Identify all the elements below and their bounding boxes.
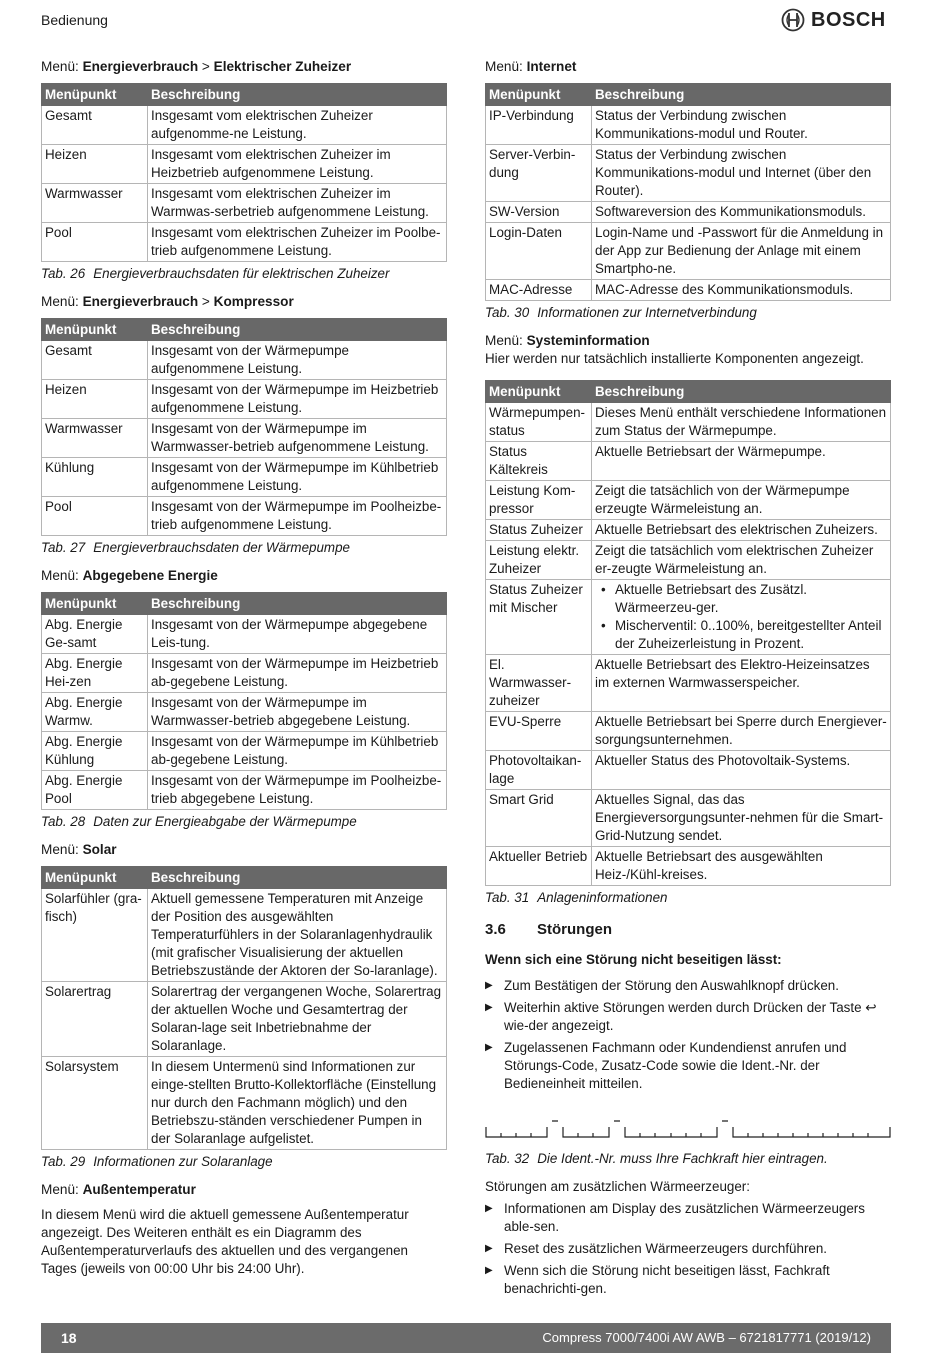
table-row	[42, 458, 447, 497]
table-cell: Status Zuheizer mit Mischer	[486, 580, 592, 655]
col-header: Menüpunkt	[42, 867, 148, 889]
table-cell: Pool	[42, 223, 148, 262]
table-28	[41, 592, 447, 810]
table-cell: Solarertrag der vergangenen Woche, Solarertrag der aktuellen Woche und Gesamtertrag der Solaran-lage seit Inbetriebnahme der Solaranlage.	[148, 982, 447, 1057]
table-cell: Aktuelle Betriebsart bei Sperre durch Energiever-sorgungsunternehmen.	[592, 712, 891, 751]
table-row	[42, 223, 447, 262]
table-row	[42, 654, 447, 693]
table-cell: MAC-Adresse des Kommunikationsmoduls.	[592, 280, 891, 301]
table-cell: Smart Grid	[486, 790, 592, 847]
table-row	[486, 655, 891, 712]
table-caption: Tab. 32 Die Ident.-Nr. muss Ihre Fachkraft hier eintragen.	[485, 1151, 828, 1166]
table-cell: Zeigt die tatsächlich vom elektrischen Zuheizer er-zeugte Wärmeleistung an.	[592, 541, 891, 580]
table-row	[42, 732, 447, 771]
table-26	[41, 83, 447, 262]
col-header: Menüpunkt	[42, 84, 148, 106]
table-row	[486, 280, 891, 301]
menu-heading: Menü: Abgegebene Energie	[41, 568, 218, 583]
table-row	[42, 889, 447, 982]
col-header: Beschreibung	[592, 381, 891, 403]
list-item: • Mischerventil: 0..100%, bereitgestellter Anteil der Zuheizerleistung in Prozent.	[607, 617, 887, 653]
list-item: ▶ Weiterhin aktive Störungen werden durch Drücken der Taste ↩ wie-der angezeigt.	[485, 999, 891, 1035]
table-cell: Kühlung	[42, 458, 148, 497]
table-cell: IP-Verbindung	[486, 106, 592, 145]
list-item: ▶ Wenn sich die Störung nicht beseitigen lässt, Fachkraft benachrichti-gen.	[485, 1262, 891, 1298]
table-cell: Insgesamt von der Wärmepumpe im Warmwasser-betrieb aufgenommene Leistung.	[148, 419, 447, 458]
table-row	[486, 790, 891, 847]
table-cell: Gesamt	[42, 106, 148, 145]
table-row	[42, 771, 447, 810]
table-cell: Insgesamt von der Wärmepumpe im Heizbetrieb ab-gegebene Leistung.	[148, 654, 447, 693]
table-cell: Abg. Energie Kühlung	[42, 732, 148, 771]
table-cell: Leistung elektr. Zuheizer	[486, 541, 592, 580]
table-row	[42, 106, 447, 145]
brand-name: BOSCH	[811, 9, 886, 31]
table-row	[486, 145, 891, 202]
table-row	[486, 223, 891, 280]
col-header: Beschreibung	[148, 84, 447, 106]
menu-heading: Menü: Solar	[41, 842, 117, 857]
paragraph: Störungen am zusätzlichen Wärmeerzeuger:	[485, 1179, 750, 1194]
table-cell: Login-Name und -Passwort für die Anmeldung in der App zur Bedienung der Anlage mit einem Smartpho-ne.	[592, 223, 891, 280]
table-cell: Wärmepumpen-status	[486, 403, 592, 442]
table-cell: EVU-Sperre	[486, 712, 592, 751]
table-cell: Solarsystem	[42, 1057, 148, 1150]
table-cell: Insgesamt von der Wärmepumpe im Poolheizbe-trieb aufgenommene Leistung.	[148, 497, 447, 536]
table-cell: Warmwasser	[42, 419, 148, 458]
table-cell: Gesamt	[42, 341, 148, 380]
col-header: Menüpunkt	[486, 84, 592, 106]
table-cell: MAC-Adresse	[486, 280, 592, 301]
table-cell: Aktueller Betrieb	[486, 847, 592, 886]
table-cell: Aktueller Status des Photovoltaik-Systems.	[592, 751, 891, 790]
table-row	[42, 419, 447, 458]
col-header: Menüpunkt	[486, 381, 592, 403]
table-row	[486, 403, 891, 442]
table-cell: Aktuelle Betriebsart des ausgewählten Heiz-/Kühl-kreises.	[592, 847, 891, 886]
table-cell: Status der Verbindung zwischen Kommunikations-modul und Router.	[592, 106, 891, 145]
table-30	[485, 83, 891, 301]
table-row	[42, 982, 447, 1057]
bullet-list	[595, 581, 887, 653]
menu-heading: Menü: Außentemperatur	[41, 1182, 196, 1197]
table-cell: Abg. Energie Pool	[42, 771, 148, 810]
table-cell: Insgesamt von der Wärmepumpe im Kühlbetrieb ab-gegebene Leistung.	[148, 732, 447, 771]
ident-number-field	[485, 1117, 891, 1144]
col-header: Beschreibung	[592, 84, 891, 106]
list-item: • Aktuelle Betriebsart des Zusätzl. Wärmeerzeu-ger.	[607, 581, 887, 617]
table-29	[41, 866, 447, 1150]
table-row	[486, 847, 891, 886]
table-cell: In diesem Untermenü sind Informationen zur einge-stellten Brutto-Kollektorfläche (Einstellung nur durch den Fachmann möglich) und den Betriebszu-ständen verschiedener Pumpen in der Solaranlage aufgelistet.	[148, 1057, 447, 1150]
col-header: Beschreibung	[148, 593, 447, 615]
table-cell: Insgesamt vom elektrischen Zuheizer aufgenomme-ne Leistung.	[148, 106, 447, 145]
table-31	[485, 380, 891, 886]
list-item: ▶ Reset des zusätzlichen Wärmeerzeugers durchführen.	[485, 1240, 891, 1258]
instruction-list	[485, 977, 891, 1093]
page-footer	[41, 1323, 891, 1353]
table-cell: Aktuelles Signal, das das Energieversorgungsunter-nehmen für die Smart-Grid-Nutzung sendet.	[592, 790, 891, 847]
table-caption: Tab. 30 Informationen zur Internetverbindung	[485, 305, 757, 320]
table-cell: Insgesamt von der Wärmepumpe im Kühlbetrieb aufgenommene Leistung.	[148, 458, 447, 497]
table-row	[42, 184, 447, 223]
table-row	[486, 442, 891, 481]
table-cell: Insgesamt vom elektrischen Zuheizer im Heizbetrieb aufgenommene Leistung.	[148, 145, 447, 184]
table-cell: Status Zuheizer	[486, 520, 592, 541]
table-cell: Leistung Kom-pressor	[486, 481, 592, 520]
table-cell: Insgesamt von der Wärmepumpe im Poolheizbe-trieb abgegebene Leistung.	[148, 771, 447, 810]
list-item: ▶ Informationen am Display des zusätzlichen Wärmeerzeugers able-sen.	[485, 1200, 891, 1236]
table-cell: Status Kältekreis	[486, 442, 592, 481]
table-cell: Heizen	[42, 380, 148, 419]
instruction-list	[485, 1200, 891, 1298]
table-row	[486, 580, 891, 655]
table-cell: Insgesamt von der Wärmepumpe abgegebene Leis-tung.	[148, 615, 447, 654]
table-cell: Abg. Energie Hei-zen	[42, 654, 148, 693]
body-paragraph: In diesem Menü wird die aktuell gemessene Außentemperatur angezeigt. Des Weiteren enthält es ein Diagramm des Außentemperaturverlaufs des aktuellen und des vergangenen Tages (jeweils von 00:00 Uhr bis 24:00 Uhr).	[41, 1207, 409, 1276]
table-caption: Tab. 31 Anlageninformationen	[485, 890, 668, 905]
section-heading: 3.6 Störungen	[485, 921, 612, 938]
list-item: ▶ Zum Bestätigen der Störung den Auswahlknopf drücken.	[485, 977, 891, 995]
document-reference: Compress 7000/7400i AW AWB – 6721817771 (2019/12)	[542, 1330, 871, 1345]
table-row	[42, 341, 447, 380]
table-cell: Abg. Energie Ge-samt	[42, 615, 148, 654]
table-cell: Insgesamt von der Wärmepumpe aufgenommene Leistung.	[148, 341, 447, 380]
table-cell	[592, 580, 891, 655]
menu-heading: Menü: Internet	[485, 59, 577, 74]
menu-heading: Menü: Energieverbrauch > Kompressor	[41, 294, 294, 309]
table-row	[42, 693, 447, 732]
table-cell: Insgesamt von der Wärmepumpe im Heizbetrieb aufgenommene Leistung.	[148, 380, 447, 419]
table-cell: Status der Verbindung zwischen Kommunikations-modul und Internet (über den Router).	[592, 145, 891, 202]
bosch-logo	[781, 8, 886, 32]
table-row	[42, 497, 447, 536]
table-cell: Softwareversion des Kommunikationsmoduls.	[592, 202, 891, 223]
table-cell: Insgesamt vom elektrischen Zuheizer im Poolbe-trieb aufgenommene Leistung.	[148, 223, 447, 262]
table-row	[486, 712, 891, 751]
col-header: Menüpunkt	[42, 593, 148, 615]
page-number: 18	[61, 1330, 77, 1346]
table-cell: SW-Version	[486, 202, 592, 223]
table-cell: Solarfühler (gra-fisch)	[42, 889, 148, 982]
table-cell: Heizen	[42, 145, 148, 184]
table-cell: Abg. Energie Warmw.	[42, 693, 148, 732]
subheading: Wenn sich eine Störung nicht beseitigen lässt:	[485, 952, 782, 967]
table-row	[486, 202, 891, 223]
table-cell: Solarertrag	[42, 982, 148, 1057]
table-row	[42, 1057, 447, 1150]
table-cell: Photovoltaikan-lage	[486, 751, 592, 790]
table-cell: Warmwasser	[42, 184, 148, 223]
table-row	[486, 481, 891, 520]
table-row	[486, 541, 891, 580]
table-cell: Aktuelle Betriebsart des elektrischen Zuheizers.	[592, 520, 891, 541]
table-cell: Aktuelle Betriebsart der Wärmepumpe.	[592, 442, 891, 481]
table-cell: Pool	[42, 497, 148, 536]
table-caption: Tab. 28 Daten zur Energieabgabe der Wärmepumpe	[41, 814, 357, 829]
running-header: Bedienung	[41, 12, 108, 28]
table-row	[42, 615, 447, 654]
col-header: Menüpunkt	[42, 319, 148, 341]
table-cell: Insgesamt vom elektrischen Zuheizer im Warmwas-serbetrieb aufgenommene Leistung.	[148, 184, 447, 223]
table-row	[42, 380, 447, 419]
right-column	[485, 58, 891, 1302]
menu-description: Hier werden nur tatsächlich installierte Komponenten angezeigt.	[485, 351, 864, 366]
left-column	[41, 58, 447, 1278]
list-item: ▶ Zugelassenen Fachmann oder Kundendienst anrufen und Störungs-Code, Zusatz-Code sowie die Ident.-Nr. der Bedieneinheit mitteilen.	[485, 1039, 891, 1093]
table-cell: Server-Verbin-dung	[486, 145, 592, 202]
table-caption: Tab. 26 Energieverbrauchsdaten für elektrischen Zuheizer	[41, 266, 390, 281]
table-cell: El. Warmwasser-zuheizer	[486, 655, 592, 712]
bosch-armature-icon	[781, 8, 805, 32]
table-row	[42, 145, 447, 184]
table-cell: Insgesamt von der Wärmepumpe im Warmwasser-betrieb abgegebene Leistung.	[148, 693, 447, 732]
col-header: Beschreibung	[148, 319, 447, 341]
table-27	[41, 318, 447, 536]
col-header: Beschreibung	[148, 867, 447, 889]
ident-entry-boxes	[485, 1117, 891, 1139]
table-cell: Aktuelle Betriebsart des Elektro-Heizeinsatzes im externen Warmwasserspeicher.	[592, 655, 891, 712]
table-caption: Tab. 29 Informationen zur Solaranlage	[41, 1154, 273, 1169]
table-cell: Dieses Menü enthält verschiedene Informationen zum Status der Wärmepumpe.	[592, 403, 891, 442]
table-caption: Tab. 27 Energieverbrauchsdaten der Wärmepumpe	[41, 540, 350, 555]
menu-heading: Menü: Energieverbrauch > Elektrischer Zuheizer	[41, 59, 352, 74]
table-cell: Aktuell gemessene Temperaturen mit Anzeige der Position des ausgewählten Temperaturfühlers in der Solaranlagenhydraulik (mit grafischer Visualisierung der aktuellen Betriebszustände der Aktoren der So-laranlage).	[148, 889, 447, 982]
menu-heading: Menü: Systeminformation	[485, 333, 650, 348]
table-row	[486, 751, 891, 790]
table-row	[486, 106, 891, 145]
table-cell: Zeigt die tatsächlich von der Wärmepumpe erzeugte Wärmeleistung an.	[592, 481, 891, 520]
table-cell: Login-Daten	[486, 223, 592, 280]
table-row	[486, 520, 891, 541]
